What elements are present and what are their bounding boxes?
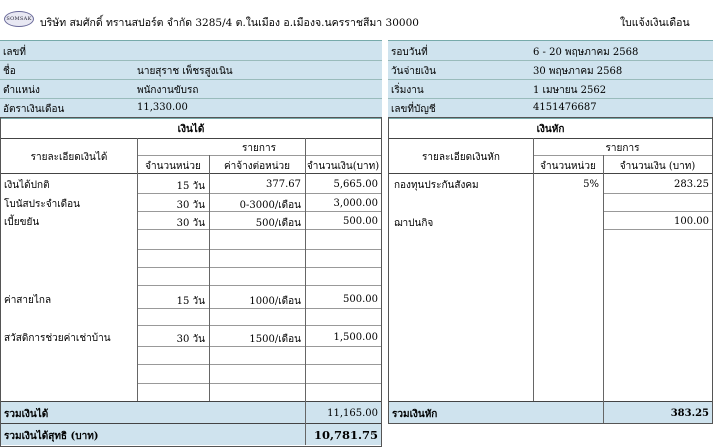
employee-salary-row xyxy=(0,98,382,117)
employee-position-value: พนักงานขับรถ xyxy=(137,85,199,96)
document-title: ใบแจ้งเงินเดือน xyxy=(620,17,690,29)
cycle-value: 6 - 20 พฤษภาคม 2568 xyxy=(533,47,639,58)
payslip-header xyxy=(0,0,713,38)
employee-name-value: นายสุราช เพ็ชรสูงเนิน xyxy=(137,66,233,77)
deduction-col-amount: จำนวนเงิน (บาท) xyxy=(619,161,696,172)
income-col-units: จำนวนหน่วย xyxy=(145,161,201,172)
income-item-units: 30 วัน xyxy=(176,334,205,345)
income-item-units: 30 วัน xyxy=(176,200,205,211)
account-row xyxy=(388,98,713,117)
income-item-name: เบี้ยขยัน xyxy=(4,217,40,228)
deduction-col-detail: รายละเอียดเงินหัก xyxy=(422,152,500,163)
income-item-amount: 500.00 xyxy=(343,294,378,305)
deduction-total-label: รวมเงินหัก xyxy=(392,409,438,420)
pay-date-value: 30 พฤษภาคม 2568 xyxy=(533,66,623,77)
income-item-units: 30 วัน xyxy=(176,218,205,229)
start-date-label: เริ่มงาน xyxy=(391,85,424,96)
deduction-total-value: 383.25 xyxy=(670,408,709,419)
income-total-label: รวมเงินได้ xyxy=(4,409,49,420)
income-table xyxy=(0,117,382,447)
employee-id-row xyxy=(0,41,382,61)
income-item-name: โบนัสประจำเดือน xyxy=(4,199,80,210)
employee-info xyxy=(0,40,382,119)
account-label: เลขที่บัญชี xyxy=(391,104,436,115)
income-item-units: 15 วัน xyxy=(176,181,205,192)
income-item-rate: 0-3000/เดือน xyxy=(239,200,301,211)
cycle-row xyxy=(388,41,713,61)
divider xyxy=(1,173,381,174)
employee-name-row xyxy=(0,60,382,80)
employee-salary-value: 11,330.00 xyxy=(137,102,188,113)
income-total-value: 11,165.00 xyxy=(327,408,378,419)
net-income-value: 10,781.75 xyxy=(313,428,378,442)
deduction-item-units: 5% xyxy=(583,179,599,190)
cycle-label: รอบวันที่ xyxy=(391,47,428,58)
income-item-amount: 5,665.00 xyxy=(333,179,378,190)
income-item-rate: 1000/เดือน xyxy=(249,296,301,307)
income-item-units: 15 วัน xyxy=(176,296,205,307)
income-item-name: ค่าสายไกล xyxy=(4,295,52,306)
income-item-name: เงินได้ปกติ xyxy=(4,180,50,191)
deduction-item-name: ฌาปนกิจ xyxy=(394,218,434,229)
divider xyxy=(1,138,381,139)
income-col-rate: ค่าจ้างต่อหน่วย xyxy=(223,161,291,172)
income-col-group: รายการ xyxy=(242,143,276,154)
net-income-label: รวมเงินได้สุทธิ (บาท) xyxy=(4,431,99,442)
income-item-amount: 3,000.00 xyxy=(333,198,378,209)
deduction-item-amount: 283.25 xyxy=(674,179,709,190)
employee-id-label: เลขที่ xyxy=(3,47,26,58)
pay-period-info xyxy=(388,40,713,119)
company-address: บริษัท สมศักดิ์ ทรานสปอร์ต จำกัด 3285/4 ต.ในเมือง อ.เมืองจ.นครราชสีมา 30000 xyxy=(40,17,419,29)
divider xyxy=(137,155,381,156)
deduction-item-name: กองทุนประกันสังคม xyxy=(394,180,479,191)
deduction-col-units: จำนวนหน่วย xyxy=(540,161,596,172)
income-section-title: เงินได้ xyxy=(177,124,205,135)
deduction-table xyxy=(388,117,713,424)
pay-date-row xyxy=(388,60,713,80)
pay-date-label: วันจ่ายเงิน xyxy=(391,66,436,77)
employee-position-label: ตำแหน่ง xyxy=(3,85,40,96)
company-logo: SOMSAK xyxy=(4,11,34,27)
income-item-amount: 1,500.00 xyxy=(333,332,378,343)
account-value: 4151476687 xyxy=(533,102,597,113)
income-item-rate: 377.67 xyxy=(266,179,301,190)
deduction-section-title: เงินหัก xyxy=(536,124,565,135)
start-date-row xyxy=(388,79,713,99)
deduction-item-amount: 100.00 xyxy=(674,216,709,227)
income-item-rate: 500/เดือน xyxy=(255,218,301,229)
income-item-rate: 1500/เดือน xyxy=(249,334,301,345)
employee-position-row xyxy=(0,79,382,99)
income-item-name: สวัสดิการช่วยค่าเช่าบ้าน xyxy=(4,333,111,344)
income-col-amount: จำนวนเงิน(บาท) xyxy=(306,161,380,172)
income-item-amount: 500.00 xyxy=(343,216,378,227)
start-date-value: 1 เมษายน 2562 xyxy=(533,85,607,96)
employee-name-label: ชื่อ xyxy=(3,66,16,77)
deduction-col-group: รายการ xyxy=(605,143,640,154)
income-col-detail: รายละเอียดเงินได้ xyxy=(30,152,108,163)
employee-salary-label: อัตราเงินเดือน xyxy=(3,104,65,115)
